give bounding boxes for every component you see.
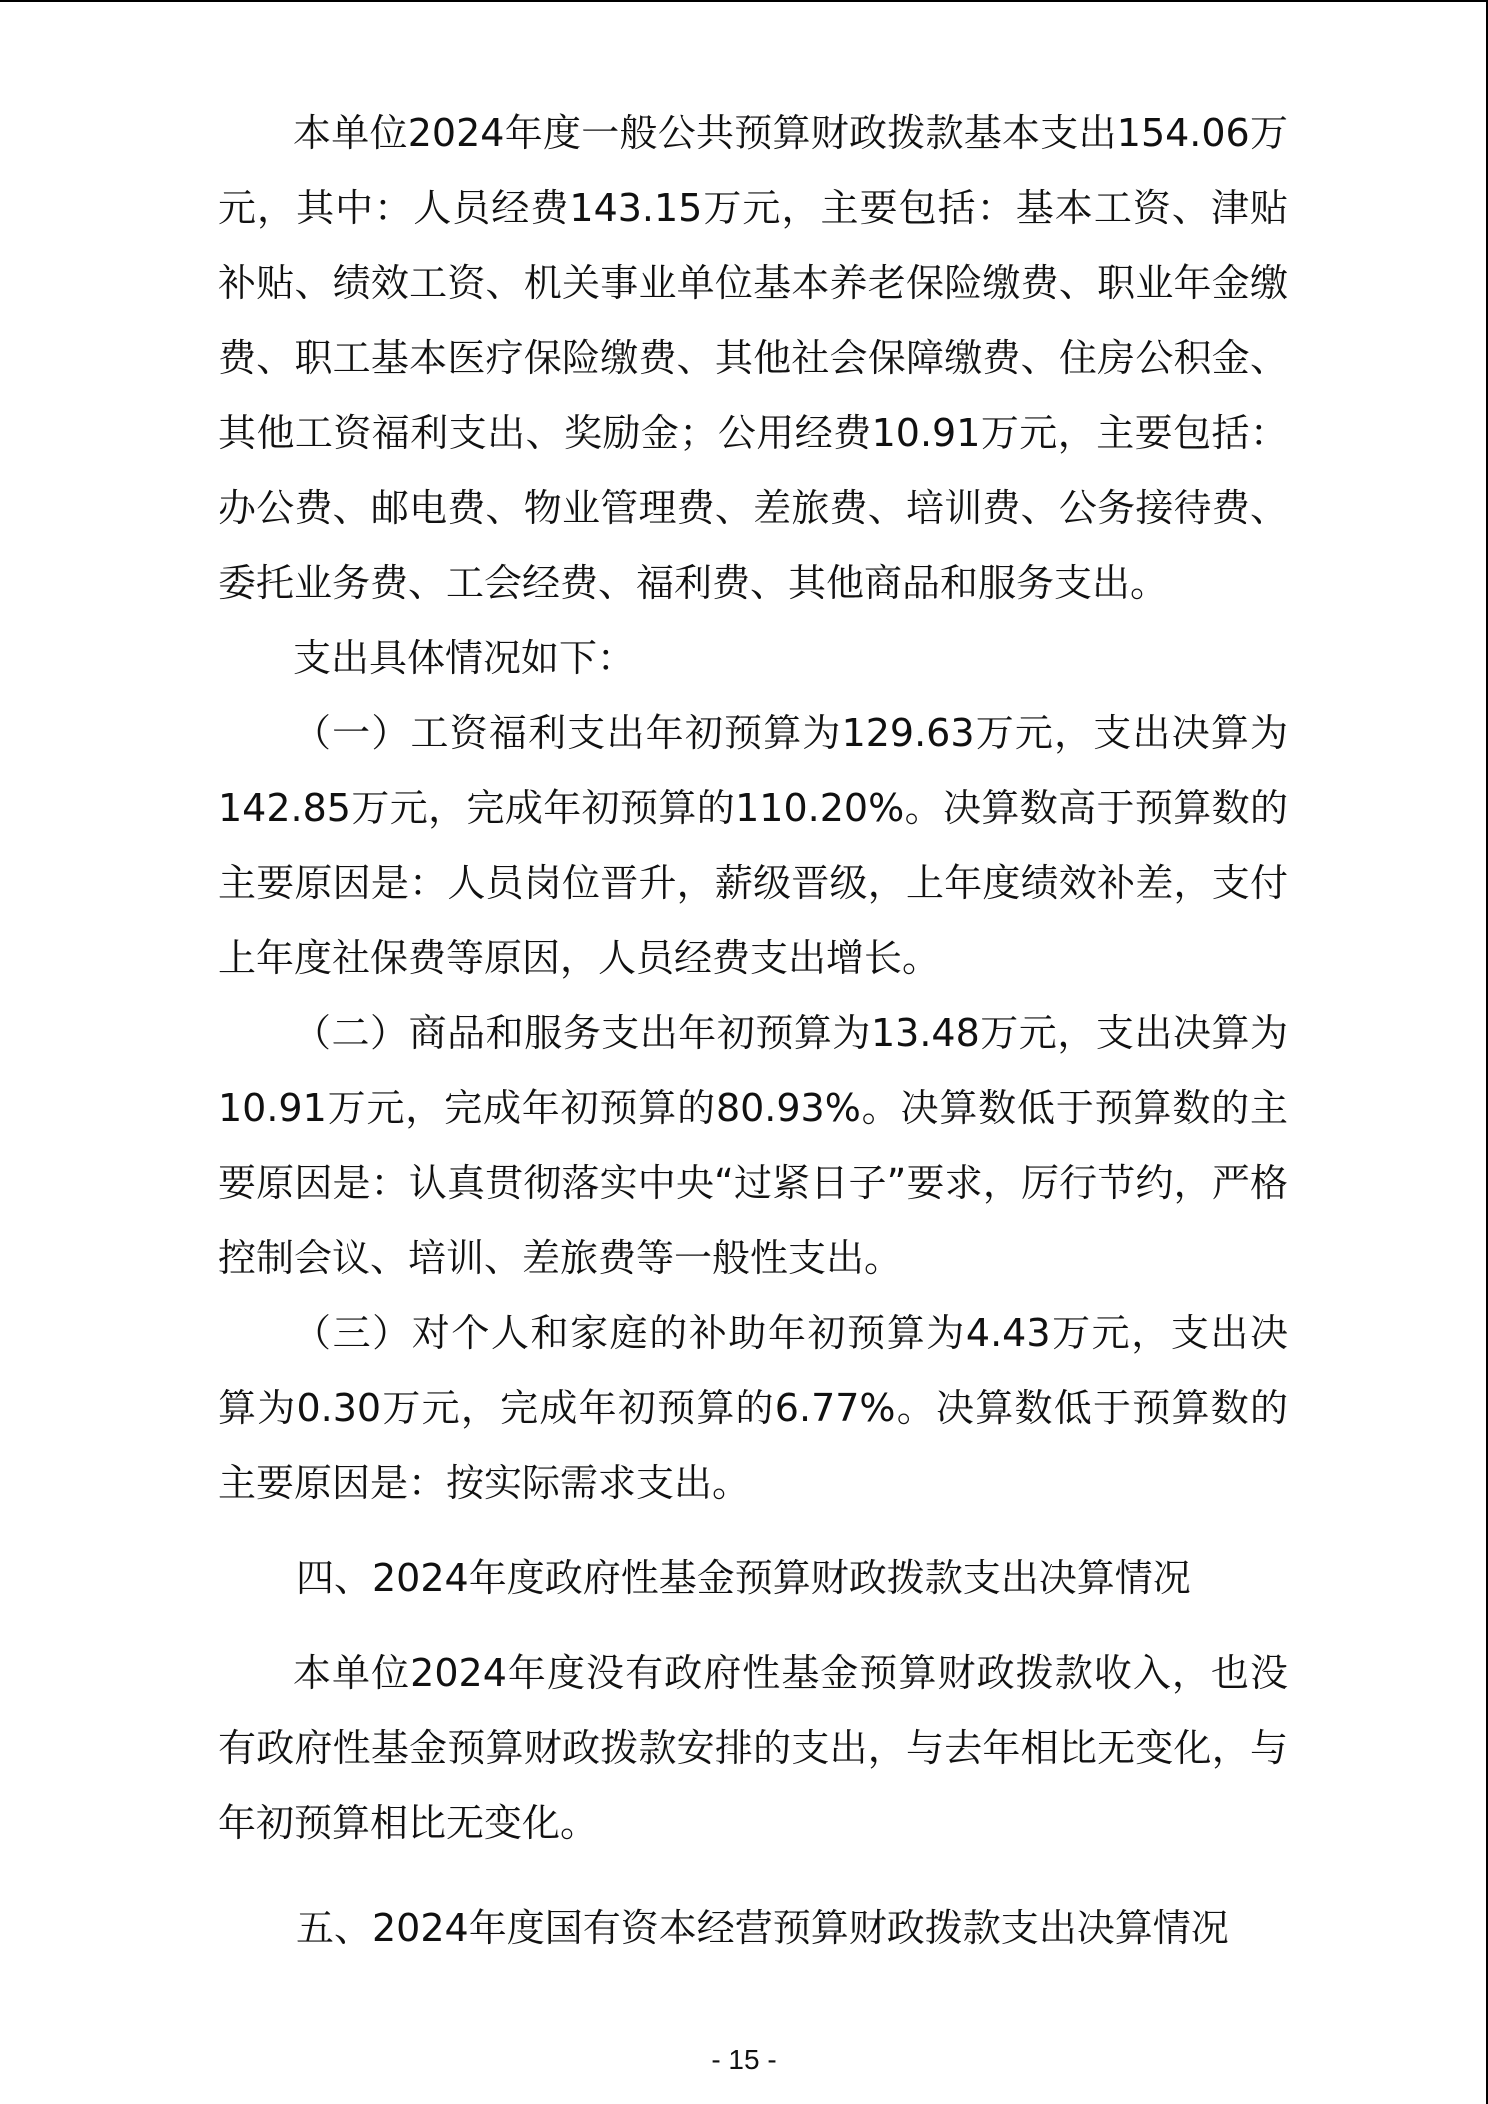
document-body [218,96,1288,1966]
paragraph-expenditure-intro: 支出具体情况如下： [293,636,636,680]
spacer [218,1616,1288,1636]
paragraph-goods-services: （二）商品和服务支出年初预算为13.48万元，支出决算为10.91万元，完成年初预算的80.93%。决算数低于预算数的主要原因是：认真贯彻落实中央“过紧日子”要求，厉行节约，严格控制会议、培训、差旅费等一般性支出。 [218,1011,1288,1280]
paragraph-government-fund: 本单位2024年度没有政府性基金预算财政拨款收入，也没有政府性基金预算财政拨款安排的支出，与去年相比无变化，与年初预算相比无变化。 [218,1651,1288,1845]
paragraph-household-subsidy: （三）对个人和家庭的补助年初预算为4.43万元，支出决算为0.30万元，完成年初预算的6.77%。决算数低于预算数的主要原因是：按实际需求支出。 [218,1311,1288,1505]
page-border-top [0,0,1488,2]
page-number: - 15 - [711,2044,777,2075]
section-heading-five: 五、2024年度国有资本经营预算财政拨款支出决算情况 [296,1906,1229,1950]
section-heading-four: 四、2024年度政府性基金预算财政拨款支出决算情况 [296,1556,1191,1600]
spacer [218,1861,1288,1891]
paragraph-basic-expenditure: 本单位2024年度一般公共预算财政拨款基本支出154.06万元，其中：人员经费143.15万元，主要包括：基本工资、津贴补贴、绩效工资、机关事业单位基本养老保险缴费、职业年金缴费、职工基本医疗保险缴费、其他社会保障缴费、住房公积金、其他工资福利支出、奖励金；公用经费10.91万元，主要包括：办公费、邮电费、物业管理费、差旅费、培训费、公务接待费、委托业务费、工会经费、福利费、其他商品和服务支出。 [218,111,1288,605]
paragraph-salary-welfare: （一）工资福利支出年初预算为129.63万元，支出决算为142.85万元，完成年初预算的110.20%。决算数高于预算数的主要原因是：人员岗位晋升，薪级晋级，上年度绩效补差，支付上年度社保费等原因，人员经费支出增长。 [218,711,1288,980]
spacer [218,1521,1288,1541]
